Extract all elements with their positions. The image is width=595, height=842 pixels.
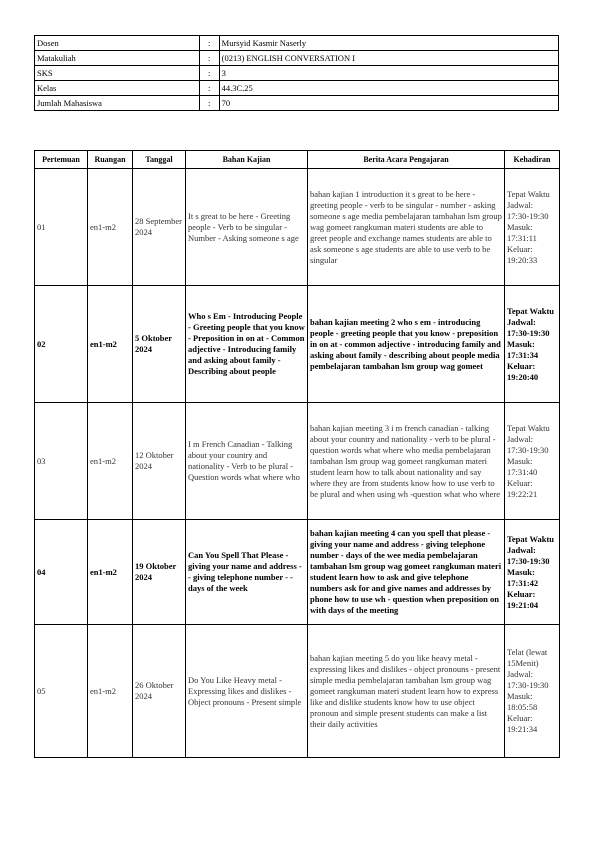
info-label: Matakuliah bbox=[35, 51, 200, 66]
attendance-table bbox=[34, 150, 560, 758]
info-value: 3 bbox=[219, 66, 558, 81]
cell-pertemuan: 02 bbox=[35, 286, 88, 403]
cell-bahan-kajian: It s great to be here - Greeting people - Verb to be singular - Number - Asking someone s age bbox=[186, 169, 308, 286]
cell-berita-acara: bahan kajian meeting 5 do you like heavy metal - expressing likes and dislikes - object pronouns - present simple media pembelajaran tambahan lsm group wag gomeet rangkuman materi student learn how to express like and dislike students know how to use object pronoun and simple present students can make a list their daily activities bbox=[308, 625, 505, 758]
table-row bbox=[35, 520, 560, 625]
cell-tanggal: 19 Oktober 2024 bbox=[133, 520, 186, 625]
cell-berita-acara: bahan kajian meeting 3 i m french canadian - talking about your country and nationality - verb to be plural - question words what where who media pembelajaran tambahan lsm group wag gomeet rangkuman materi student learn how to talk about nationality and say where they are from students know how to use verb to be plural and when using wh -question what who where bbox=[308, 403, 505, 520]
table-row bbox=[35, 403, 560, 520]
info-label: Dosen bbox=[35, 36, 200, 51]
info-row-dosen bbox=[35, 36, 559, 51]
cell-kehadiran: Tepat Waktu Jadwal: 17:30-19:30 Masuk: 17:31:11 Keluar: 19:20:33 bbox=[505, 169, 560, 286]
info-separator: : bbox=[199, 96, 219, 111]
info-row-sks bbox=[35, 66, 559, 81]
cell-berita-acara: bahan kajian meeting 4 can you spell that please - giving your name and address - giving telephone number - days of the wee media pembelajaran tambahan lsm group wag gomeet rangkuman materi student learn how to ask and give telephone numbers ask for and give names and addresses by phone how to use wh - question when preposition on with days of the meeting bbox=[308, 520, 505, 625]
cell-ruangan: en1-m2 bbox=[88, 286, 133, 403]
cell-bahan-kajian: Do You Like Heavy metal - Expressing likes and dislikes - Object pronouns - Present simple bbox=[186, 625, 308, 758]
cell-pertemuan: 04 bbox=[35, 520, 88, 625]
cell-pertemuan: 03 bbox=[35, 403, 88, 520]
info-value: (0213) ENGLISH CONVERSATION I bbox=[219, 51, 558, 66]
info-separator: : bbox=[199, 81, 219, 96]
info-row-kelas bbox=[35, 81, 559, 96]
course-info-table bbox=[34, 35, 559, 111]
header-ruangan: Ruangan bbox=[88, 151, 133, 169]
info-row-jumlah-mahasiswa bbox=[35, 96, 559, 111]
info-separator: : bbox=[199, 36, 219, 51]
info-label: Kelas bbox=[35, 81, 200, 96]
cell-ruangan: en1-m2 bbox=[88, 520, 133, 625]
info-row-matakuliah bbox=[35, 51, 559, 66]
info-value: 70 bbox=[219, 96, 558, 111]
info-value: 44.3C.25 bbox=[219, 81, 558, 96]
cell-kehadiran: Telat (lewat 15Menit) Jadwal: 17:30-19:30 Masuk: 18:05:58 Keluar: 19:21:34 bbox=[505, 625, 560, 758]
cell-kehadiran: Tepat Waktu Jadwal: 17:30-19:30 Masuk: 17:31:40 Keluar: 19:22:21 bbox=[505, 403, 560, 520]
cell-ruangan: en1-m2 bbox=[88, 169, 133, 286]
cell-tanggal: 28 September 2024 bbox=[133, 169, 186, 286]
cell-bahan-kajian: Can You Spell That Please - giving your name and address - - giving telephone number - - days of the week bbox=[186, 520, 308, 625]
cell-ruangan: en1-m2 bbox=[88, 625, 133, 758]
table-header-row bbox=[35, 151, 560, 169]
cell-tanggal: 5 Oktober 2024 bbox=[133, 286, 186, 403]
info-separator: : bbox=[199, 66, 219, 81]
cell-bahan-kajian: I m French Canadian - Talking about your country and nationality - Verb to be plural - Question words what where who bbox=[186, 403, 308, 520]
header-berita-acara: Berita Acara Pengajaran bbox=[308, 151, 505, 169]
cell-kehadiran: Tepat Waktu Jadwal: 17:30-19:30 Masuk: 17:31:34 Keluar: 19:20:40 bbox=[505, 286, 560, 403]
header-kehadiran: Kehadiran bbox=[505, 151, 560, 169]
header-pertemuan: Pertemuan bbox=[35, 151, 88, 169]
cell-kehadiran: Tepat Waktu Jadwal: 17:30-19:30 Masuk: 17:31:42 Keluar: 19:21:04 bbox=[505, 520, 560, 625]
info-value: Mursyid Kasmir Naserly bbox=[219, 36, 558, 51]
info-label: Jumlah Mahasiswa bbox=[35, 96, 200, 111]
table-row bbox=[35, 625, 560, 758]
header-bahan-kajian: Bahan Kajian bbox=[186, 151, 308, 169]
info-separator: : bbox=[199, 51, 219, 66]
cell-tanggal: 12 Oktober 2024 bbox=[133, 403, 186, 520]
cell-berita-acara: bahan kajian meeting 2 who s em - introducing people - greeting people that you know - preposition in on at - common adjective - introducing family and asking about family - describing about people media pembelajaran tambahan lsm group wag gomeet bbox=[308, 286, 505, 403]
table-row bbox=[35, 169, 560, 286]
cell-pertemuan: 01 bbox=[35, 169, 88, 286]
table-row bbox=[35, 286, 560, 403]
cell-tanggal: 26 Oktober 2024 bbox=[133, 625, 186, 758]
info-label: SKS bbox=[35, 66, 200, 81]
cell-ruangan: en1-m2 bbox=[88, 403, 133, 520]
cell-berita-acara: bahan kajian 1 introduction it s great to be here - greeting people - verb to be singular - number - asking someone s age media pembelajaran tambahan lsm group wag gomeet rangkuman materi students are able to greet people and exchange names students are able to ask someone s age students are able to use verb to be singular bbox=[308, 169, 505, 286]
cell-pertemuan: 05 bbox=[35, 625, 88, 758]
cell-bahan-kajian: Who s Em - Introducing People - Greeting people that you know - Preposition in on at - Common adjective - Introducing family and asking about family - Describing about people bbox=[186, 286, 308, 403]
header-tanggal: Tanggal bbox=[133, 151, 186, 169]
